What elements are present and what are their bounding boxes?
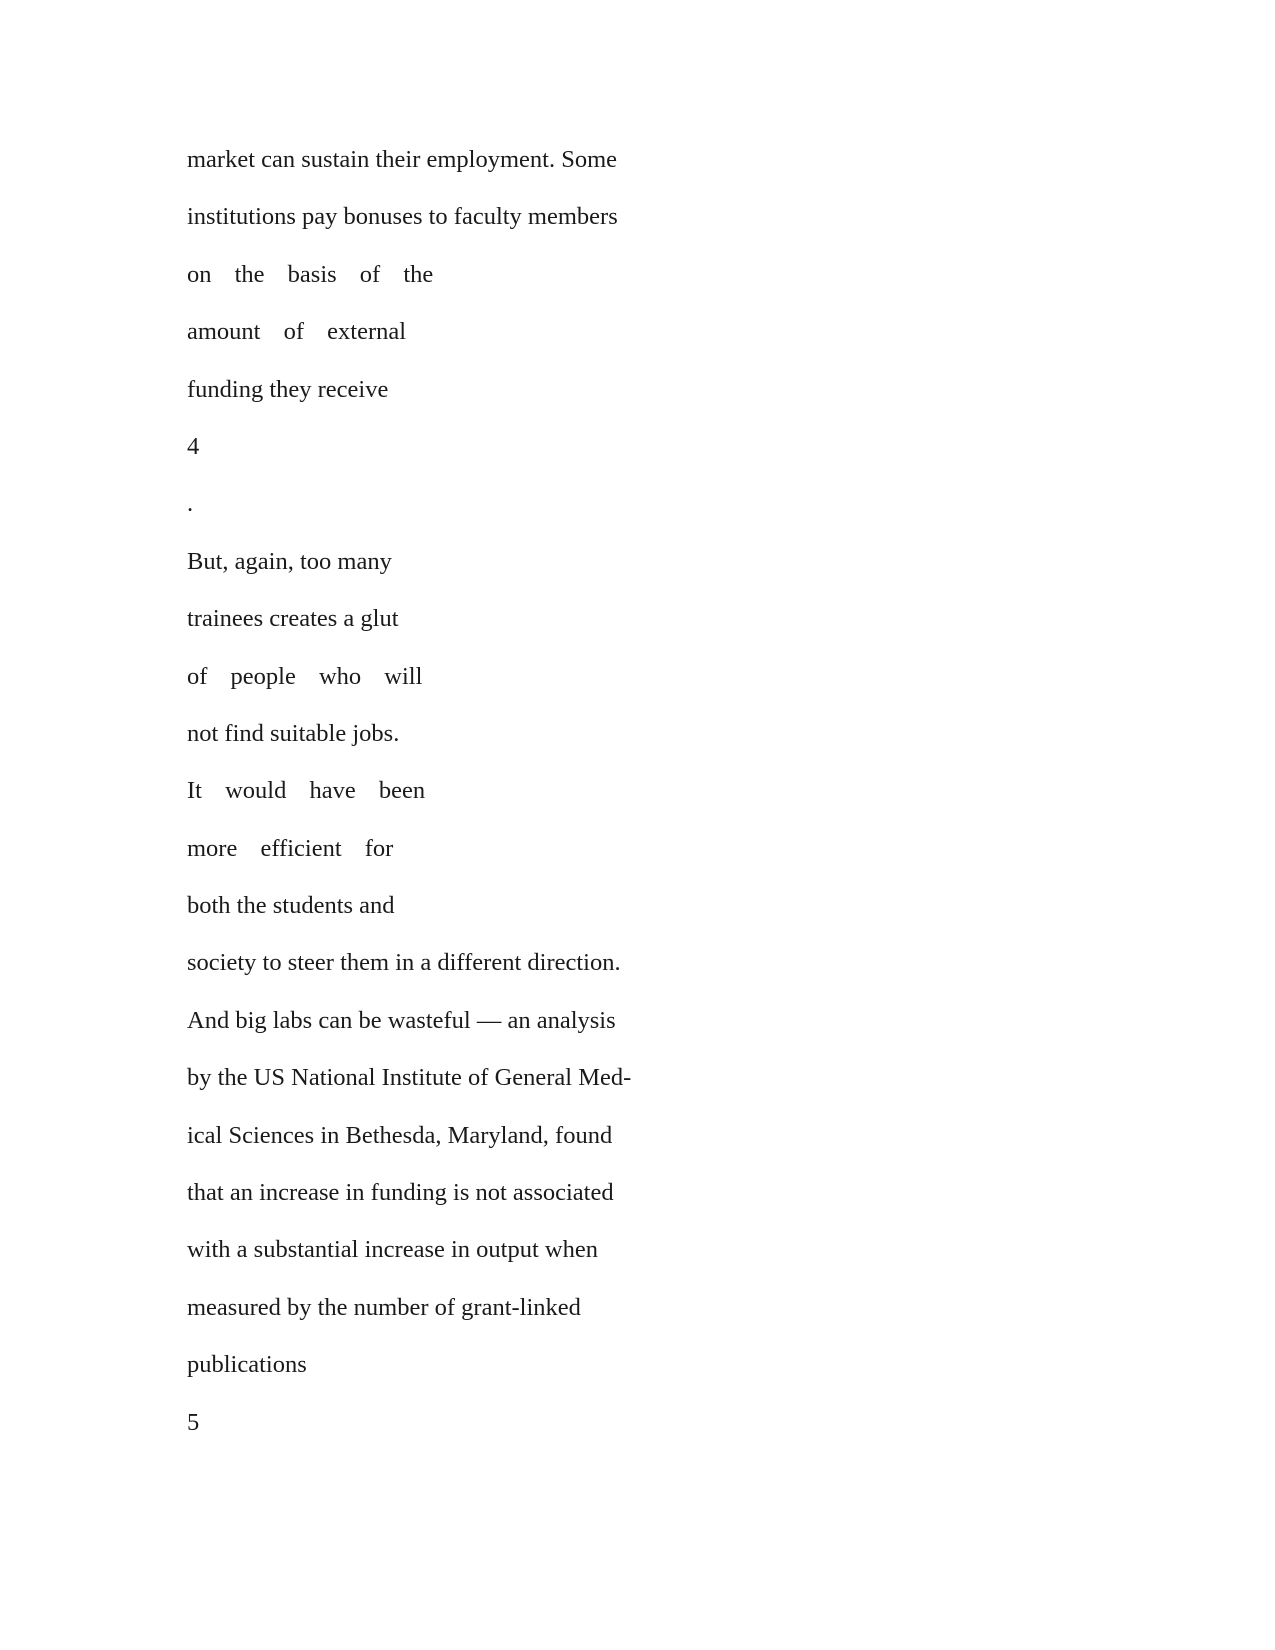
text-line: by the US National Institute of General Med- [187,1064,632,1092]
text-line: And big labs can be wasteful — an analysis [187,1006,616,1034]
text-line: society to steer them in a different direction. [187,949,621,977]
text-line: that an increase in funding is not associated [187,1179,614,1207]
text-line: It would have been [187,777,426,805]
text-line: on the basis of the [187,260,434,288]
text-line: trainees creates a glut [187,605,399,633]
footnote-marker: 4 [187,432,200,460]
text-line: But, again, too many [187,547,392,575]
text-line: ical Sciences in Bethesda, Maryland, found [187,1121,613,1149]
body-text-column [187,146,827,1466]
text-line: with a substantial increase in output when [187,1236,598,1264]
text-line: amount of external [187,318,407,346]
text-line: . [187,490,194,518]
text-line: not find suitable jobs. [187,719,400,747]
text-line: both the students and [187,892,395,920]
text-line: institutions pay bonuses to faculty members [187,203,618,231]
text-line: measured by the number of grant-linked [187,1293,581,1321]
text-line: of people who will [187,662,423,690]
text-line: market can sustain their employment. Some [187,146,618,173]
footnote-marker: 5 [187,1408,200,1436]
text-line: more efficient for [187,834,394,862]
text-line: publications [187,1351,307,1379]
text-line: funding they receive [187,375,389,403]
